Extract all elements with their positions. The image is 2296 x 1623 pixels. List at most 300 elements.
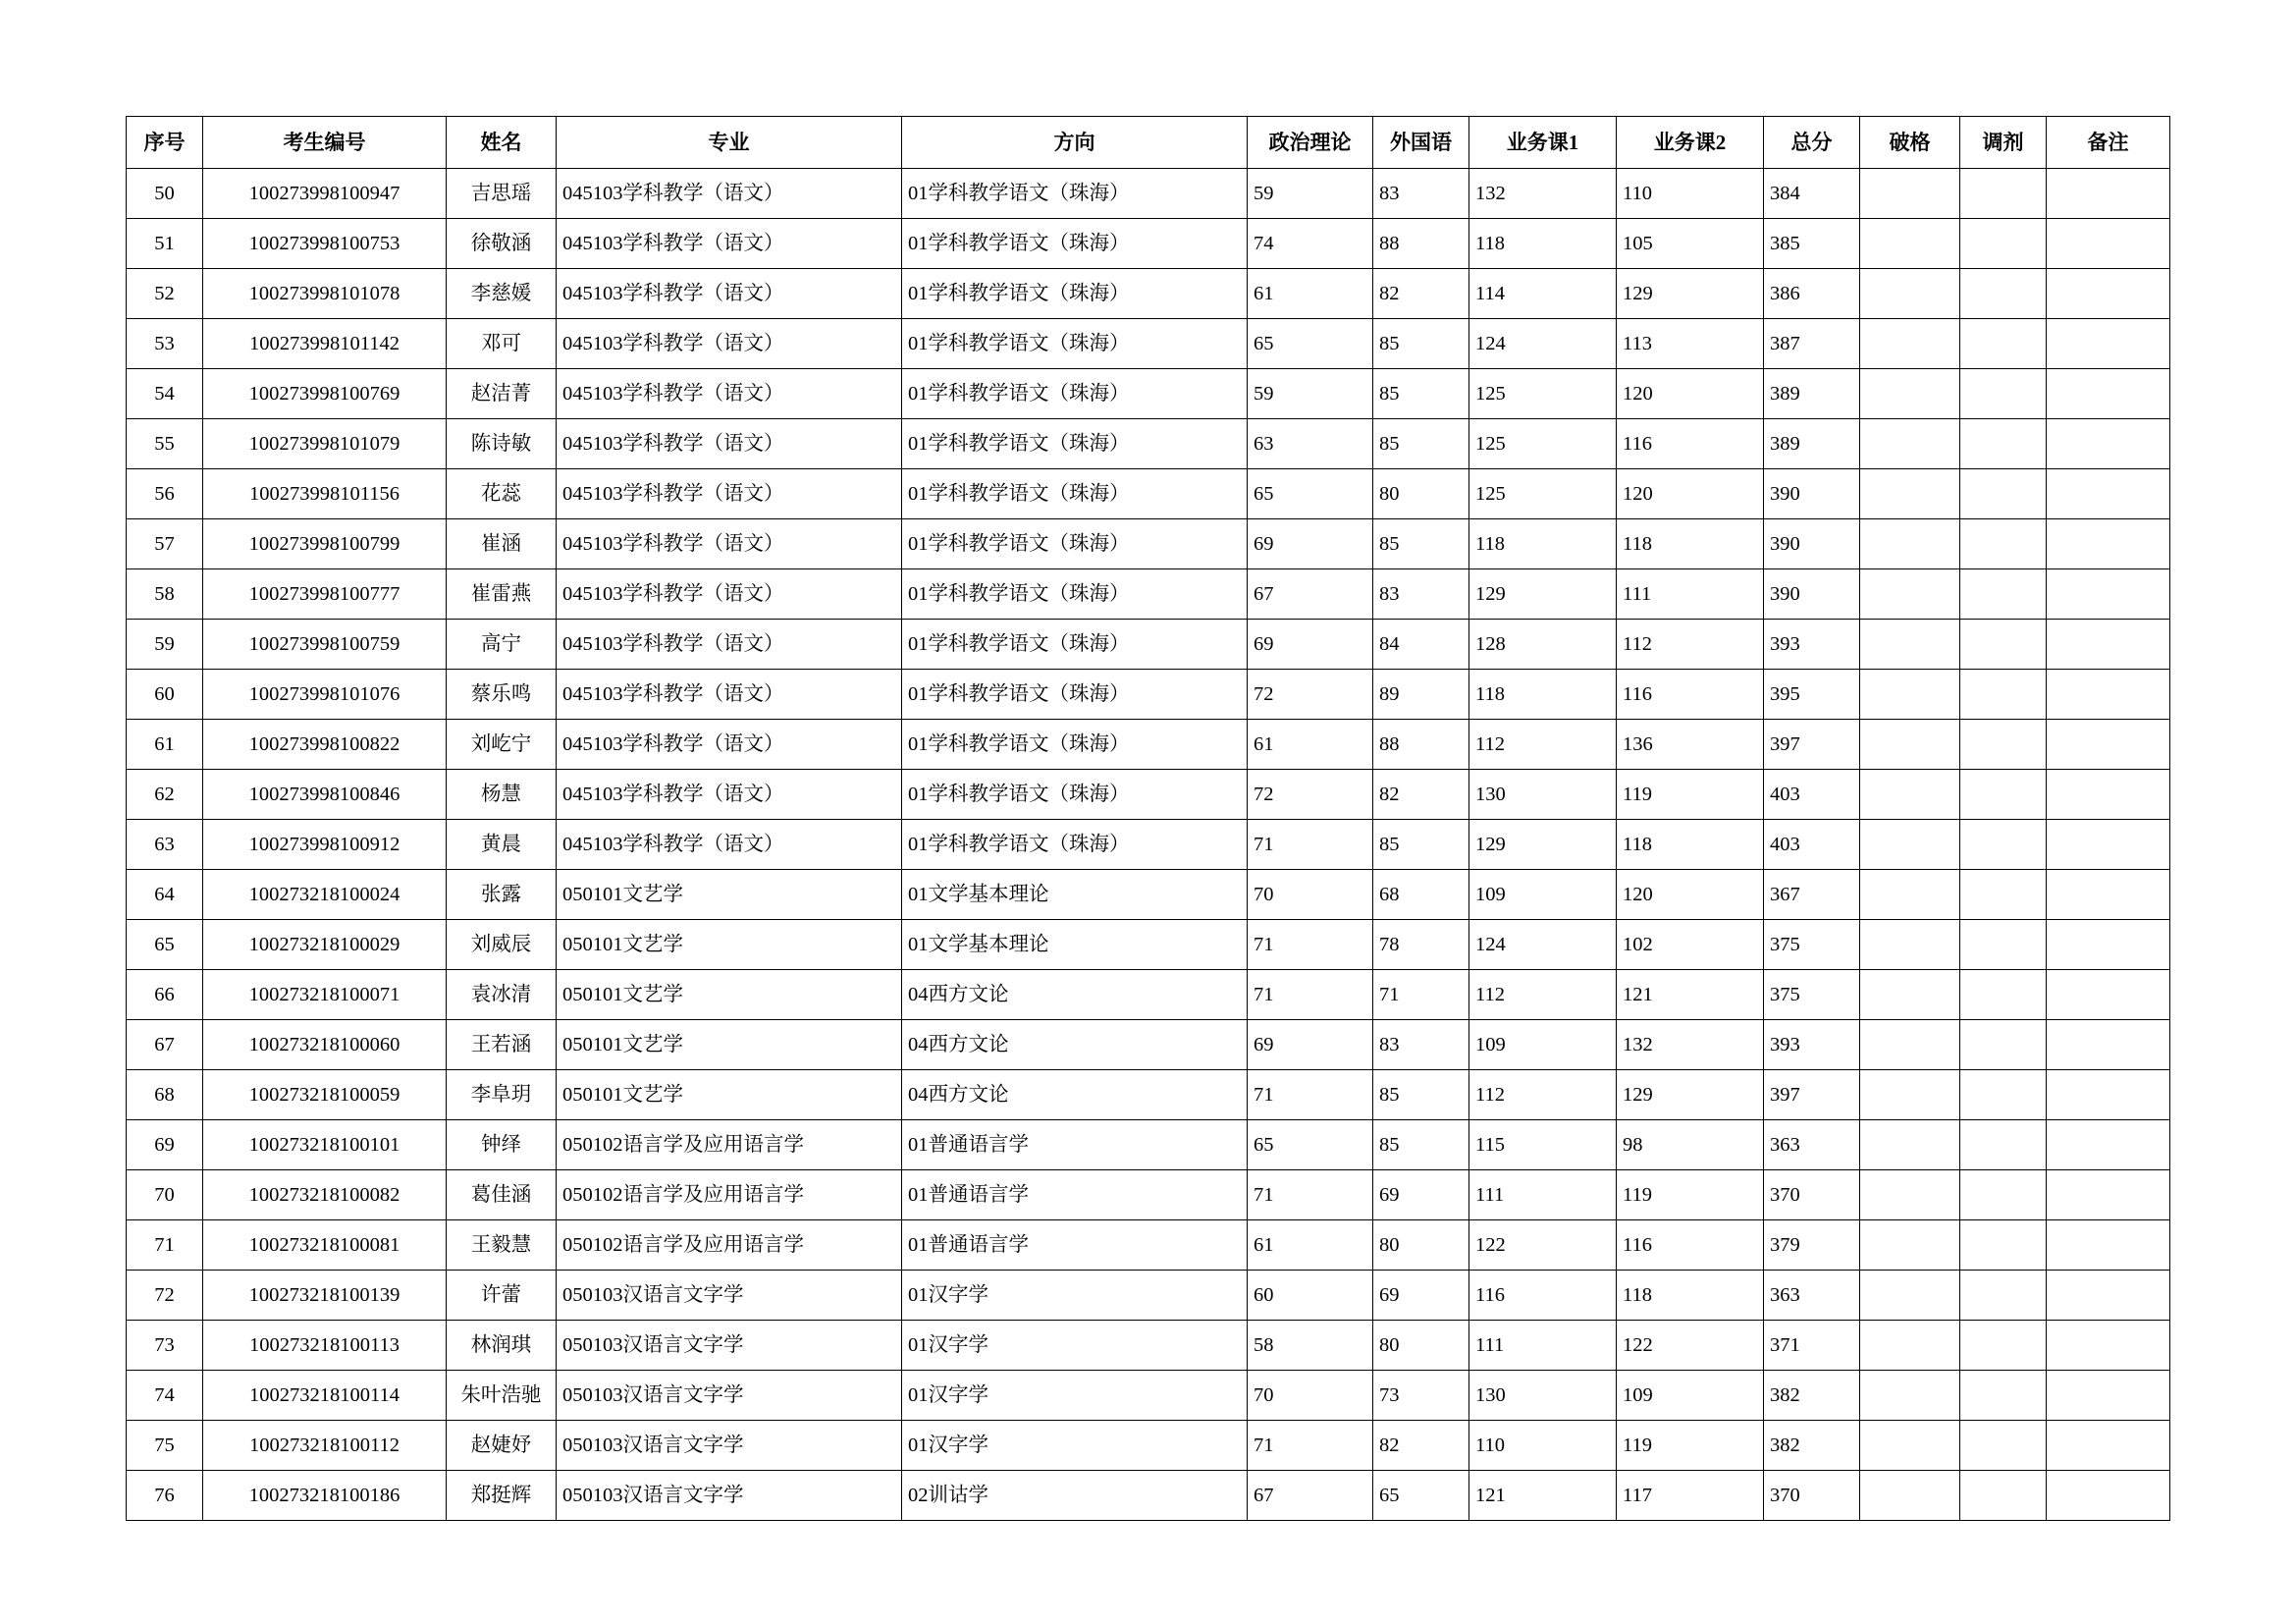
- table-row: [127, 970, 2170, 1020]
- cell-direction: 04西方文论: [902, 970, 1248, 1020]
- cell-course-1: 114: [1469, 269, 1617, 319]
- cell-name: 郑挺辉: [447, 1471, 557, 1521]
- cell-politics: 69: [1248, 519, 1373, 569]
- cell-name: 赵洁菁: [447, 369, 557, 419]
- cell-name: 王若涵: [447, 1020, 557, 1070]
- cell-course-1: 112: [1469, 1070, 1617, 1120]
- cell-foreign-language: 83: [1373, 569, 1469, 620]
- cell-name: 林润琪: [447, 1321, 557, 1371]
- cell-course-2: 129: [1617, 1070, 1764, 1120]
- cell-foreign-language: 83: [1373, 1020, 1469, 1070]
- cell-total: 384: [1764, 169, 1860, 219]
- cell-exception: [1860, 469, 1960, 519]
- cell-politics: 69: [1248, 1020, 1373, 1070]
- cell-course-1: 109: [1469, 870, 1617, 920]
- cell-index: 72: [127, 1271, 203, 1321]
- cell-name: 杨慧: [447, 770, 557, 820]
- cell-candidate-number: 100273218100029: [203, 920, 447, 970]
- cell-direction: 01学科教学语文（珠海）: [902, 770, 1248, 820]
- cell-transfer: [1960, 269, 2047, 319]
- cell-transfer: [1960, 519, 2047, 569]
- cell-remarks: [2047, 169, 2170, 219]
- cell-foreign-language: 88: [1373, 720, 1469, 770]
- cell-remarks: [2047, 569, 2170, 620]
- cell-transfer: [1960, 219, 2047, 269]
- column-header-index: 序号: [127, 117, 203, 169]
- cell-index: 54: [127, 369, 203, 419]
- cell-transfer: [1960, 1271, 2047, 1321]
- cell-exception: [1860, 720, 1960, 770]
- cell-candidate-number: 100273998101156: [203, 469, 447, 519]
- cell-index: 64: [127, 870, 203, 920]
- cell-index: 63: [127, 820, 203, 870]
- cell-course-2: 132: [1617, 1020, 1764, 1070]
- cell-candidate-number: 100273998100753: [203, 219, 447, 269]
- cell-exception: [1860, 920, 1960, 970]
- cell-course-2: 117: [1617, 1471, 1764, 1521]
- cell-transfer: [1960, 920, 2047, 970]
- cell-direction: 01汉字学: [902, 1321, 1248, 1371]
- cell-transfer: [1960, 670, 2047, 720]
- cell-course-1: 125: [1469, 369, 1617, 419]
- column-header-direction: 方向: [902, 117, 1248, 169]
- cell-remarks: [2047, 1371, 2170, 1421]
- cell-course-2: 119: [1617, 1170, 1764, 1220]
- cell-transfer: [1960, 419, 2047, 469]
- cell-major: 050103汉语言文字学: [557, 1371, 902, 1421]
- cell-foreign-language: 68: [1373, 870, 1469, 920]
- cell-politics: 60: [1248, 1271, 1373, 1321]
- table-row: [127, 419, 2170, 469]
- cell-course-1: 132: [1469, 169, 1617, 219]
- table-row: [127, 1120, 2170, 1170]
- cell-course-2: 116: [1617, 419, 1764, 469]
- cell-remarks: [2047, 1471, 2170, 1521]
- cell-course-2: 118: [1617, 820, 1764, 870]
- cell-politics: 61: [1248, 720, 1373, 770]
- cell-foreign-language: 69: [1373, 1170, 1469, 1220]
- cell-major: 050103汉语言文字学: [557, 1271, 902, 1321]
- table-row: [127, 1020, 2170, 1070]
- cell-exception: [1860, 369, 1960, 419]
- cell-course-1: 112: [1469, 720, 1617, 770]
- cell-name: 赵婕妤: [447, 1421, 557, 1471]
- cell-candidate-number: 100273998101078: [203, 269, 447, 319]
- cell-major: 050101文艺学: [557, 1070, 902, 1120]
- cell-total: 393: [1764, 620, 1860, 670]
- cell-direction: 01学科教学语文（珠海）: [902, 219, 1248, 269]
- table-row: [127, 219, 2170, 269]
- cell-major: 050101文艺学: [557, 870, 902, 920]
- cell-remarks: [2047, 1020, 2170, 1070]
- cell-remarks: [2047, 469, 2170, 519]
- cell-exception: [1860, 219, 1960, 269]
- cell-course-2: 110: [1617, 169, 1764, 219]
- cell-direction: 01学科教学语文（珠海）: [902, 419, 1248, 469]
- cell-exception: [1860, 1020, 1960, 1070]
- cell-politics: 72: [1248, 670, 1373, 720]
- cell-direction: 01文学基本理论: [902, 870, 1248, 920]
- cell-candidate-number: 100273998100759: [203, 620, 447, 670]
- cell-remarks: [2047, 870, 2170, 920]
- cell-transfer: [1960, 169, 2047, 219]
- cell-exception: [1860, 820, 1960, 870]
- cell-politics: 67: [1248, 1471, 1373, 1521]
- cell-direction: 01学科教学语文（珠海）: [902, 469, 1248, 519]
- table-row: [127, 1321, 2170, 1371]
- table-row: [127, 1371, 2170, 1421]
- cell-index: 66: [127, 970, 203, 1020]
- cell-exception: [1860, 519, 1960, 569]
- cell-exception: [1860, 1271, 1960, 1321]
- cell-transfer: [1960, 1220, 2047, 1271]
- cell-foreign-language: 71: [1373, 970, 1469, 1020]
- cell-name: 朱叶浩驰: [447, 1371, 557, 1421]
- cell-transfer: [1960, 1371, 2047, 1421]
- cell-direction: 04西方文论: [902, 1020, 1248, 1070]
- table-row: [127, 620, 2170, 670]
- cell-index: 74: [127, 1371, 203, 1421]
- cell-candidate-number: 100273218100081: [203, 1220, 447, 1271]
- cell-exception: [1860, 319, 1960, 369]
- cell-course-2: 112: [1617, 620, 1764, 670]
- cell-exception: [1860, 970, 1960, 1020]
- cell-candidate-number: 100273218100101: [203, 1120, 447, 1170]
- cell-direction: 01学科教学语文（珠海）: [902, 720, 1248, 770]
- cell-remarks: [2047, 820, 2170, 870]
- cell-course-1: 125: [1469, 469, 1617, 519]
- cell-politics: 67: [1248, 569, 1373, 620]
- cell-index: 70: [127, 1170, 203, 1220]
- cell-course-2: 136: [1617, 720, 1764, 770]
- cell-politics: 69: [1248, 620, 1373, 670]
- cell-candidate-number: 100273218100059: [203, 1070, 447, 1120]
- cell-total: 363: [1764, 1271, 1860, 1321]
- cell-major: 050102语言学及应用语言学: [557, 1220, 902, 1271]
- cell-remarks: [2047, 1271, 2170, 1321]
- cell-candidate-number: 100273998100947: [203, 169, 447, 219]
- cell-course-1: 128: [1469, 620, 1617, 670]
- cell-direction: 01学科教学语文（珠海）: [902, 569, 1248, 620]
- cell-major: 050102语言学及应用语言学: [557, 1170, 902, 1220]
- cell-name: 吉思瑶: [447, 169, 557, 219]
- cell-course-1: 118: [1469, 670, 1617, 720]
- cell-index: 69: [127, 1120, 203, 1170]
- cell-course-2: 116: [1617, 670, 1764, 720]
- table-row: [127, 770, 2170, 820]
- cell-direction: 01学科教学语文（珠海）: [902, 670, 1248, 720]
- cell-transfer: [1960, 820, 2047, 870]
- cell-direction: 01学科教学语文（珠海）: [902, 319, 1248, 369]
- cell-major: 045103学科教学（语文）: [557, 319, 902, 369]
- cell-course-2: 121: [1617, 970, 1764, 1020]
- cell-course-1: 111: [1469, 1321, 1617, 1371]
- cell-direction: 04西方文论: [902, 1070, 1248, 1120]
- cell-total: 403: [1764, 820, 1860, 870]
- cell-exception: [1860, 169, 1960, 219]
- cell-foreign-language: 85: [1373, 1120, 1469, 1170]
- cell-exception: [1860, 870, 1960, 920]
- cell-total: 389: [1764, 419, 1860, 469]
- cell-name: 葛佳涵: [447, 1170, 557, 1220]
- cell-course-1: 118: [1469, 519, 1617, 569]
- cell-exception: [1860, 1120, 1960, 1170]
- cell-foreign-language: 84: [1373, 620, 1469, 670]
- cell-transfer: [1960, 1321, 2047, 1371]
- cell-transfer: [1960, 970, 2047, 1020]
- cell-index: 51: [127, 219, 203, 269]
- cell-major: 045103学科教学（语文）: [557, 670, 902, 720]
- cell-name: 崔涵: [447, 519, 557, 569]
- cell-major: 045103学科教学（语文）: [557, 620, 902, 670]
- table-row: [127, 319, 2170, 369]
- cell-index: 53: [127, 319, 203, 369]
- admission-score-table: [126, 116, 2170, 1521]
- cell-major: 045103学科教学（语文）: [557, 369, 902, 419]
- cell-course-2: 118: [1617, 1271, 1764, 1321]
- table-row: [127, 1271, 2170, 1321]
- cell-name: 陈诗敏: [447, 419, 557, 469]
- cell-major: 045103学科教学（语文）: [557, 720, 902, 770]
- cell-candidate-number: 100273998101079: [203, 419, 447, 469]
- cell-candidate-number: 100273998100822: [203, 720, 447, 770]
- cell-transfer: [1960, 1471, 2047, 1521]
- cell-name: 高宁: [447, 620, 557, 670]
- cell-politics: 71: [1248, 970, 1373, 1020]
- cell-name: 袁冰清: [447, 970, 557, 1020]
- cell-index: 73: [127, 1321, 203, 1371]
- cell-total: 395: [1764, 670, 1860, 720]
- column-header-course-2: 业务课2: [1617, 117, 1764, 169]
- cell-major: 045103学科教学（语文）: [557, 169, 902, 219]
- table-row: [127, 169, 2170, 219]
- cell-name: 刘威辰: [447, 920, 557, 970]
- cell-name: 刘屹宁: [447, 720, 557, 770]
- cell-major: 050101文艺学: [557, 1020, 902, 1070]
- cell-total: 397: [1764, 1070, 1860, 1120]
- column-header-total: 总分: [1764, 117, 1860, 169]
- cell-politics: 70: [1248, 1371, 1373, 1421]
- cell-remarks: [2047, 1421, 2170, 1471]
- cell-direction: 01普通语言学: [902, 1220, 1248, 1271]
- cell-course-1: 125: [1469, 419, 1617, 469]
- cell-major: 050102语言学及应用语言学: [557, 1120, 902, 1170]
- cell-candidate-number: 100273998101142: [203, 319, 447, 369]
- cell-exception: [1860, 1421, 1960, 1471]
- cell-foreign-language: 78: [1373, 920, 1469, 970]
- cell-index: 68: [127, 1070, 203, 1120]
- cell-foreign-language: 80: [1373, 469, 1469, 519]
- cell-course-1: 129: [1469, 820, 1617, 870]
- cell-candidate-number: 100273998100777: [203, 569, 447, 620]
- cell-politics: 58: [1248, 1321, 1373, 1371]
- cell-remarks: [2047, 369, 2170, 419]
- cell-candidate-number: 100273218100114: [203, 1371, 447, 1421]
- cell-politics: 61: [1248, 269, 1373, 319]
- cell-total: 382: [1764, 1371, 1860, 1421]
- cell-foreign-language: 85: [1373, 369, 1469, 419]
- cell-direction: 01文学基本理论: [902, 920, 1248, 970]
- cell-foreign-language: 85: [1373, 519, 1469, 569]
- cell-foreign-language: 80: [1373, 1321, 1469, 1371]
- cell-direction: 01汉字学: [902, 1371, 1248, 1421]
- cell-exception: [1860, 670, 1960, 720]
- cell-candidate-number: 100273998100799: [203, 519, 447, 569]
- table-row: [127, 920, 2170, 970]
- cell-total: 385: [1764, 219, 1860, 269]
- cell-remarks: [2047, 770, 2170, 820]
- table-row: [127, 1471, 2170, 1521]
- cell-major: 045103学科教学（语文）: [557, 820, 902, 870]
- cell-total: 390: [1764, 469, 1860, 519]
- cell-total: 375: [1764, 970, 1860, 1020]
- cell-candidate-number: 100273218100082: [203, 1170, 447, 1220]
- cell-course-2: 120: [1617, 369, 1764, 419]
- cell-total: 390: [1764, 519, 1860, 569]
- cell-foreign-language: 88: [1373, 219, 1469, 269]
- cell-total: 389: [1764, 369, 1860, 419]
- cell-course-2: 116: [1617, 1220, 1764, 1271]
- cell-direction: 01汉字学: [902, 1421, 1248, 1471]
- cell-candidate-number: 100273998100846: [203, 770, 447, 820]
- cell-major: 045103学科教学（语文）: [557, 569, 902, 620]
- cell-course-1: 111: [1469, 1170, 1617, 1220]
- cell-direction: 01学科教学语文（珠海）: [902, 369, 1248, 419]
- cell-direction: 01学科教学语文（珠海）: [902, 269, 1248, 319]
- cell-candidate-number: 100273998100912: [203, 820, 447, 870]
- cell-course-2: 113: [1617, 319, 1764, 369]
- table-row: [127, 870, 2170, 920]
- cell-name: 徐敬涵: [447, 219, 557, 269]
- cell-exception: [1860, 620, 1960, 670]
- cell-index: 52: [127, 269, 203, 319]
- cell-politics: 70: [1248, 870, 1373, 920]
- cell-index: 65: [127, 920, 203, 970]
- cell-transfer: [1960, 1170, 2047, 1220]
- cell-course-1: 121: [1469, 1471, 1617, 1521]
- cell-exception: [1860, 1170, 1960, 1220]
- cell-course-1: 112: [1469, 970, 1617, 1020]
- cell-exception: [1860, 1371, 1960, 1421]
- cell-foreign-language: 85: [1373, 820, 1469, 870]
- cell-index: 57: [127, 519, 203, 569]
- cell-politics: 71: [1248, 820, 1373, 870]
- column-header-major: 专业: [557, 117, 902, 169]
- table-body: [127, 169, 2170, 1521]
- table-row: [127, 519, 2170, 569]
- cell-major: 045103学科教学（语文）: [557, 770, 902, 820]
- cell-direction: 01汉字学: [902, 1271, 1248, 1321]
- table-row: [127, 369, 2170, 419]
- cell-name: 李慈媛: [447, 269, 557, 319]
- cell-exception: [1860, 1321, 1960, 1371]
- cell-remarks: [2047, 419, 2170, 469]
- cell-remarks: [2047, 269, 2170, 319]
- cell-candidate-number: 100273998100769: [203, 369, 447, 419]
- cell-index: 56: [127, 469, 203, 519]
- cell-total: 387: [1764, 319, 1860, 369]
- cell-index: 60: [127, 670, 203, 720]
- cell-politics: 61: [1248, 1220, 1373, 1271]
- cell-candidate-number: 100273218100060: [203, 1020, 447, 1070]
- cell-total: 375: [1764, 920, 1860, 970]
- cell-total: 363: [1764, 1120, 1860, 1170]
- cell-politics: 65: [1248, 469, 1373, 519]
- cell-name: 花蕊: [447, 469, 557, 519]
- cell-index: 76: [127, 1471, 203, 1521]
- cell-politics: 71: [1248, 1170, 1373, 1220]
- cell-major: 050101文艺学: [557, 920, 902, 970]
- cell-total: 370: [1764, 1471, 1860, 1521]
- table-row: [127, 1070, 2170, 1120]
- cell-candidate-number: 100273218100139: [203, 1271, 447, 1321]
- cell-course-1: 122: [1469, 1220, 1617, 1271]
- cell-course-2: 119: [1617, 770, 1764, 820]
- table-header: [127, 117, 2170, 169]
- cell-total: 367: [1764, 870, 1860, 920]
- cell-course-1: 115: [1469, 1120, 1617, 1170]
- cell-transfer: [1960, 569, 2047, 620]
- cell-index: 59: [127, 620, 203, 670]
- cell-name: 黄晨: [447, 820, 557, 870]
- cell-major: 050101文艺学: [557, 970, 902, 1020]
- cell-transfer: [1960, 1421, 2047, 1471]
- cell-course-2: 129: [1617, 269, 1764, 319]
- column-header-transfer: 调剂: [1960, 117, 2047, 169]
- cell-transfer: [1960, 319, 2047, 369]
- column-header-exception: 破格: [1860, 117, 1960, 169]
- cell-major: 045103学科教学（语文）: [557, 219, 902, 269]
- cell-course-1: 109: [1469, 1020, 1617, 1070]
- cell-exception: [1860, 1220, 1960, 1271]
- cell-politics: 65: [1248, 319, 1373, 369]
- cell-exception: [1860, 1471, 1960, 1521]
- cell-exception: [1860, 1070, 1960, 1120]
- cell-remarks: [2047, 720, 2170, 770]
- cell-remarks: [2047, 319, 2170, 369]
- cell-course-1: 130: [1469, 770, 1617, 820]
- cell-candidate-number: 100273218100024: [203, 870, 447, 920]
- cell-exception: [1860, 569, 1960, 620]
- column-header-course-1: 业务课1: [1469, 117, 1617, 169]
- column-header-foreign-language: 外国语: [1373, 117, 1469, 169]
- cell-total: 397: [1764, 720, 1860, 770]
- cell-course-2: 120: [1617, 469, 1764, 519]
- cell-course-2: 98: [1617, 1120, 1764, 1170]
- table-row: [127, 569, 2170, 620]
- cell-transfer: [1960, 870, 2047, 920]
- cell-course-1: 129: [1469, 569, 1617, 620]
- cell-index: 67: [127, 1020, 203, 1070]
- cell-total: 390: [1764, 569, 1860, 620]
- cell-index: 62: [127, 770, 203, 820]
- cell-course-2: 119: [1617, 1421, 1764, 1471]
- cell-course-1: 130: [1469, 1371, 1617, 1421]
- cell-name: 许蕾: [447, 1271, 557, 1321]
- cell-name: 蔡乐鸣: [447, 670, 557, 720]
- cell-index: 55: [127, 419, 203, 469]
- table-row: [127, 1170, 2170, 1220]
- column-header-candidate-number: 考生编号: [203, 117, 447, 169]
- cell-name: 邓可: [447, 319, 557, 369]
- cell-candidate-number: 100273218100112: [203, 1421, 447, 1471]
- cell-major: 045103学科教学（语文）: [557, 419, 902, 469]
- table-row: [127, 269, 2170, 319]
- cell-index: 61: [127, 720, 203, 770]
- cell-remarks: [2047, 620, 2170, 670]
- cell-major: 045103学科教学（语文）: [557, 469, 902, 519]
- table-row: [127, 720, 2170, 770]
